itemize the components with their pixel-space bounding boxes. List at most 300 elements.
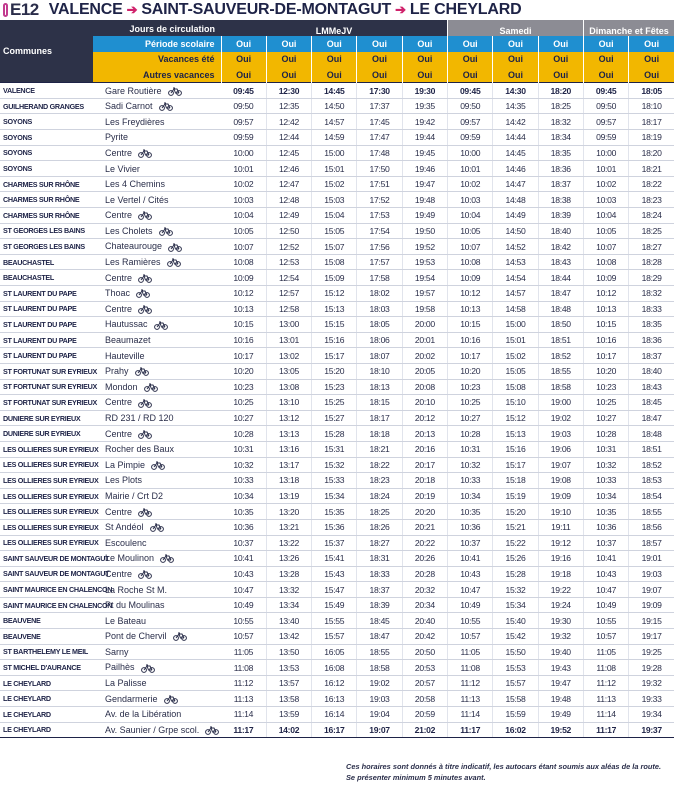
table-row bbox=[0, 722, 674, 738]
departure-time: 19:16 bbox=[538, 551, 583, 567]
stop-cell bbox=[93, 239, 221, 255]
stop-cell bbox=[93, 613, 221, 629]
departure-time: 16:13 bbox=[312, 691, 357, 707]
departure-time: 20:34 bbox=[402, 597, 447, 613]
departure-time: 14:53 bbox=[493, 254, 538, 270]
departure-time: 17:48 bbox=[357, 145, 402, 161]
departure-time: 13:17 bbox=[266, 457, 311, 473]
departure-time: 20:50 bbox=[402, 644, 447, 660]
stop-cell bbox=[93, 379, 221, 395]
stop-cell bbox=[93, 551, 221, 567]
commune-name: SOYONS bbox=[0, 161, 93, 177]
header-row bbox=[0, 20, 674, 36]
departure-time: 14:35 bbox=[493, 98, 538, 114]
departure-time: 19:52 bbox=[538, 722, 583, 738]
departure-time: 12:48 bbox=[266, 192, 311, 208]
departure-time: 20:26 bbox=[402, 551, 447, 567]
departure-time: 14:30 bbox=[493, 83, 538, 99]
commune-name: ST BARTHELEMY LE MEIL bbox=[0, 644, 93, 660]
departure-time: 18:18 bbox=[357, 426, 402, 442]
departure-time: 18:48 bbox=[629, 426, 674, 442]
table-row bbox=[0, 286, 674, 302]
period-value: Oui bbox=[583, 67, 628, 83]
departure-time: 10:15 bbox=[221, 317, 266, 333]
departure-time: 20:58 bbox=[402, 691, 447, 707]
departure-time: 18:05 bbox=[629, 83, 674, 99]
departure-time: 14:57 bbox=[312, 114, 357, 130]
stop-name: Le Moulinon bbox=[105, 553, 155, 564]
departure-time: 15:58 bbox=[493, 691, 538, 707]
period-value: Oui bbox=[402, 52, 447, 68]
departure-time: 15:34 bbox=[493, 597, 538, 613]
departure-time: 13:02 bbox=[266, 348, 311, 364]
departure-time: 13:00 bbox=[266, 317, 311, 333]
commune-name: BEAUVENE bbox=[0, 613, 93, 629]
departure-time: 13:19 bbox=[266, 488, 311, 504]
communes-header: Communes bbox=[0, 20, 93, 83]
departure-time: 14:48 bbox=[493, 192, 538, 208]
departure-time: 18:26 bbox=[357, 519, 402, 535]
departure-time: 10:07 bbox=[221, 239, 266, 255]
departure-time: 16:12 bbox=[312, 675, 357, 691]
stop-name: Centre bbox=[105, 147, 133, 158]
period-value: Oui bbox=[221, 67, 266, 83]
departure-time: 10:12 bbox=[448, 286, 493, 302]
departure-time: 13:40 bbox=[266, 613, 311, 629]
departure-time: 10:28 bbox=[221, 426, 266, 442]
stop-cell bbox=[93, 582, 221, 598]
departure-time: 15:04 bbox=[312, 208, 357, 224]
departure-time: 15:37 bbox=[312, 535, 357, 551]
departure-time: 10:01 bbox=[583, 161, 628, 177]
stop-name: Le Vivier bbox=[105, 163, 140, 174]
departure-time: 11:05 bbox=[221, 644, 266, 660]
departure-time: 09:45 bbox=[448, 83, 493, 99]
table-row bbox=[0, 379, 674, 395]
departure-time: 15:35 bbox=[312, 504, 357, 520]
period-value: Oui bbox=[221, 52, 266, 68]
departure-time: 11:14 bbox=[448, 707, 493, 723]
period-value: Oui bbox=[583, 52, 628, 68]
departure-time: 15:20 bbox=[493, 504, 538, 520]
departure-time: 15:22 bbox=[493, 535, 538, 551]
departure-time: 10:37 bbox=[221, 535, 266, 551]
departure-time: 19:54 bbox=[402, 270, 447, 286]
departure-time: 20:59 bbox=[402, 707, 447, 723]
departure-time: 10:08 bbox=[221, 254, 266, 270]
departure-time: 18:58 bbox=[538, 379, 583, 395]
departure-time: 15:34 bbox=[312, 488, 357, 504]
line-code: E12 bbox=[10, 0, 39, 19]
departure-time: 09:59 bbox=[583, 130, 628, 146]
table-row bbox=[0, 441, 674, 457]
departure-time: 09:50 bbox=[583, 98, 628, 114]
departure-time: 15:08 bbox=[493, 379, 538, 395]
departure-time: 10:00 bbox=[221, 145, 266, 161]
period-value: Oui bbox=[538, 52, 583, 68]
departure-time: 10:57 bbox=[221, 629, 266, 645]
departure-time: 18:07 bbox=[357, 348, 402, 364]
departure-time: 11:12 bbox=[583, 675, 628, 691]
commune-name: GUILHERAND GRANGES bbox=[0, 98, 93, 114]
commune-name: BEAUCHASTEL bbox=[0, 254, 93, 270]
departure-time: 10:47 bbox=[583, 582, 628, 598]
departure-time: 17:47 bbox=[357, 130, 402, 146]
departure-time: 18:05 bbox=[357, 317, 402, 333]
bicycle-icon bbox=[141, 664, 155, 673]
commune-name: ST FORTUNAT SUR EYRIEUX bbox=[0, 395, 93, 411]
line-marker-icon bbox=[3, 3, 8, 17]
departure-time: 18:15 bbox=[357, 395, 402, 411]
departure-time: 14:45 bbox=[312, 83, 357, 99]
departure-time: 18:21 bbox=[629, 161, 674, 177]
stop-cell bbox=[93, 192, 221, 208]
departure-time: 19:57 bbox=[402, 286, 447, 302]
line-badge bbox=[0, 0, 39, 20]
departure-time: 18:28 bbox=[629, 254, 674, 270]
stop-cell bbox=[93, 488, 221, 504]
departure-time: 15:57 bbox=[493, 675, 538, 691]
route-origin: VALENCE bbox=[48, 1, 123, 18]
departure-time: 20:53 bbox=[402, 660, 447, 676]
stop-name: RD 231 / RD 120 bbox=[105, 413, 174, 424]
departure-time: 18:21 bbox=[357, 441, 402, 457]
commune-name: LE CHEYLARD bbox=[0, 691, 93, 707]
departure-time: 10:35 bbox=[583, 504, 628, 520]
departure-time: 15:20 bbox=[312, 363, 357, 379]
departure-time: 17:30 bbox=[357, 83, 402, 99]
departure-time: 20:22 bbox=[402, 535, 447, 551]
stop-cell bbox=[93, 363, 221, 379]
departure-time: 09:57 bbox=[221, 114, 266, 130]
table-row bbox=[0, 239, 674, 255]
bicycle-icon bbox=[159, 102, 173, 111]
period-value: Oui bbox=[312, 67, 357, 83]
commune-name: VALENCE bbox=[0, 83, 93, 99]
departure-time: 15:32 bbox=[493, 582, 538, 598]
commune-name: LES OLLIERES SUR EYRIEUX bbox=[0, 473, 93, 489]
period-value: Oui bbox=[583, 36, 628, 52]
stop-name: Centre bbox=[105, 506, 133, 517]
departure-time: 18:33 bbox=[629, 301, 674, 317]
departure-time: 15:01 bbox=[493, 332, 538, 348]
departure-time: 15:26 bbox=[493, 551, 538, 567]
departure-time: 10:02 bbox=[448, 176, 493, 192]
departure-time: 19:07 bbox=[629, 582, 674, 598]
bicycle-icon bbox=[159, 227, 173, 236]
departure-time: 10:34 bbox=[583, 488, 628, 504]
departure-time: 19:34 bbox=[629, 707, 674, 723]
departure-time: 18:23 bbox=[357, 473, 402, 489]
stop-cell bbox=[93, 644, 221, 660]
departure-time: 20:18 bbox=[402, 473, 447, 489]
bicycle-icon bbox=[168, 243, 182, 252]
departure-time: 13:20 bbox=[266, 504, 311, 520]
stop-name: La Roche St M. bbox=[105, 584, 168, 595]
departure-time: 18:25 bbox=[629, 223, 674, 239]
departure-time: 11:12 bbox=[448, 675, 493, 691]
table-row bbox=[0, 145, 674, 161]
departure-time: 10:03 bbox=[583, 192, 628, 208]
departure-time: 10:13 bbox=[448, 301, 493, 317]
departure-time: 18:48 bbox=[538, 301, 583, 317]
departure-time: 18:25 bbox=[357, 504, 402, 520]
departure-time: 10:32 bbox=[448, 457, 493, 473]
departure-time: 13:08 bbox=[266, 379, 311, 395]
departure-time: 12:52 bbox=[266, 239, 311, 255]
departure-time: 18:47 bbox=[538, 286, 583, 302]
departure-time: 19:42 bbox=[402, 114, 447, 130]
departure-time: 17:50 bbox=[357, 161, 402, 177]
departure-time: 14:42 bbox=[493, 114, 538, 130]
departure-time: 10:28 bbox=[448, 426, 493, 442]
commune-name: LES OLLIERES SUR EYRIEUX bbox=[0, 519, 93, 535]
table-row bbox=[0, 473, 674, 489]
stop-cell bbox=[93, 457, 221, 473]
departure-time: 09:45 bbox=[583, 83, 628, 99]
departure-time: 18:20 bbox=[538, 83, 583, 99]
table-row bbox=[0, 519, 674, 535]
period-value: Oui bbox=[493, 36, 538, 52]
departure-time: 15:43 bbox=[312, 566, 357, 582]
departure-time: 15:40 bbox=[493, 613, 538, 629]
departure-time: 18:22 bbox=[629, 176, 674, 192]
stop-cell bbox=[93, 98, 221, 114]
period-label: Vacances été bbox=[93, 52, 221, 68]
departure-time: 10:07 bbox=[448, 239, 493, 255]
departure-time: 13:12 bbox=[266, 410, 311, 426]
departure-time: 18:10 bbox=[629, 98, 674, 114]
bicycle-icon bbox=[154, 321, 168, 330]
departure-time: 15:47 bbox=[312, 582, 357, 598]
departure-time: 20:42 bbox=[402, 629, 447, 645]
departure-time: 19:02 bbox=[357, 675, 402, 691]
stop-name: Chateaurouge bbox=[105, 241, 163, 252]
period-value: Oui bbox=[538, 36, 583, 52]
commune-name: LE CHEYLARD bbox=[0, 675, 93, 691]
departure-time: 10:43 bbox=[448, 566, 493, 582]
period-label: Période scolaire bbox=[93, 36, 221, 52]
departure-time: 15:13 bbox=[312, 301, 357, 317]
departure-time: 13:10 bbox=[266, 395, 311, 411]
departure-time: 19:09 bbox=[629, 597, 674, 613]
table-row bbox=[0, 488, 674, 504]
departure-time: 13:34 bbox=[266, 597, 311, 613]
period-row-school bbox=[0, 36, 674, 52]
departure-time: 10:35 bbox=[448, 504, 493, 520]
stop-name: Gendarmerie bbox=[105, 693, 158, 704]
departure-time: 10:04 bbox=[448, 208, 493, 224]
departure-time: 18:35 bbox=[629, 317, 674, 333]
departure-time: 14:44 bbox=[493, 130, 538, 146]
departure-time: 10:16 bbox=[583, 332, 628, 348]
commune-name: LES OLLIERES SUR EYRIEUX bbox=[0, 488, 93, 504]
period-value: Oui bbox=[266, 52, 311, 68]
departure-time: 10:47 bbox=[221, 582, 266, 598]
departure-time: 10:13 bbox=[221, 301, 266, 317]
departure-time: 15:13 bbox=[493, 426, 538, 442]
stop-name: La Palisse bbox=[105, 678, 147, 689]
commune-name: ST LAURENT DU PAPE bbox=[0, 301, 93, 317]
stop-name: Pt du Moulinas bbox=[105, 600, 165, 611]
departure-time: 13:13 bbox=[266, 426, 311, 442]
stop-cell bbox=[93, 629, 221, 645]
stop-cell bbox=[93, 270, 221, 286]
departure-time: 20:21 bbox=[402, 519, 447, 535]
departure-time: 18:17 bbox=[357, 410, 402, 426]
departure-time: 15:31 bbox=[312, 441, 357, 457]
departure-time: 10:12 bbox=[583, 286, 628, 302]
departure-time: 18:45 bbox=[629, 395, 674, 411]
departure-time: 15:07 bbox=[312, 239, 357, 255]
departure-time: 19:02 bbox=[538, 410, 583, 426]
departure-time: 20:13 bbox=[402, 426, 447, 442]
departure-time: 13:01 bbox=[266, 332, 311, 348]
departure-time: 15:27 bbox=[312, 410, 357, 426]
departure-time: 10:35 bbox=[221, 504, 266, 520]
departure-time: 10:17 bbox=[221, 348, 266, 364]
departure-time: 18:27 bbox=[629, 239, 674, 255]
commune-name: BEAUCHASTEL bbox=[0, 270, 93, 286]
table-row bbox=[0, 597, 674, 613]
departure-time: 12:54 bbox=[266, 270, 311, 286]
departure-time: 10:04 bbox=[221, 208, 266, 224]
departure-time: 18:39 bbox=[538, 208, 583, 224]
departure-time: 18:29 bbox=[629, 270, 674, 286]
departure-time: 19:43 bbox=[538, 660, 583, 676]
departure-time: 10:31 bbox=[448, 441, 493, 457]
bicycle-icon bbox=[136, 289, 150, 298]
departure-time: 18:37 bbox=[357, 582, 402, 598]
departure-time: 19:44 bbox=[402, 130, 447, 146]
departure-time: 19:24 bbox=[538, 597, 583, 613]
departure-time: 09:59 bbox=[448, 130, 493, 146]
departure-time: 15:18 bbox=[493, 473, 538, 489]
commune-name: SOYONS bbox=[0, 130, 93, 146]
departure-time: 15:57 bbox=[312, 629, 357, 645]
departure-time: 18:58 bbox=[357, 660, 402, 676]
bicycle-icon bbox=[135, 367, 149, 376]
table-row bbox=[0, 629, 674, 645]
departure-time: 12:49 bbox=[266, 208, 311, 224]
route-destination: LE CHEYLARD bbox=[409, 1, 522, 18]
stop-name: Centre bbox=[105, 397, 133, 408]
table-row bbox=[0, 613, 674, 629]
commune-name: ST FORTUNAT SUR EYRIEUX bbox=[0, 363, 93, 379]
departure-time: 10:55 bbox=[583, 613, 628, 629]
table-row bbox=[0, 98, 674, 114]
table-row bbox=[0, 161, 674, 177]
commune-name: ST LAURENT DU PAPE bbox=[0, 332, 93, 348]
stop-cell bbox=[93, 176, 221, 192]
departure-time: 20:16 bbox=[402, 441, 447, 457]
departure-time: 19:03 bbox=[357, 691, 402, 707]
departure-time: 12:30 bbox=[266, 83, 311, 99]
departure-time: 19:58 bbox=[402, 301, 447, 317]
departure-time: 10:02 bbox=[221, 176, 266, 192]
departure-time: 10:43 bbox=[221, 566, 266, 582]
stop-name: Les Freydières bbox=[105, 116, 165, 127]
departure-time: 15:01 bbox=[312, 161, 357, 177]
stop-name: Av. de la Libération bbox=[105, 709, 182, 720]
departure-time: 14:02 bbox=[266, 722, 311, 738]
departure-time: 10:17 bbox=[448, 348, 493, 364]
departure-time: 12:42 bbox=[266, 114, 311, 130]
departure-time: 18:54 bbox=[629, 488, 674, 504]
departure-time: 10:41 bbox=[583, 551, 628, 567]
stop-name: Prahy bbox=[105, 366, 129, 377]
departure-time: 15:16 bbox=[493, 441, 538, 457]
commune-name: SAINT MAURICE EN CHALENCON bbox=[0, 582, 93, 598]
departure-time: 19:50 bbox=[402, 223, 447, 239]
stop-cell bbox=[93, 441, 221, 457]
arrow-right-icon: ➔ bbox=[395, 2, 406, 17]
departure-time: 20:57 bbox=[402, 675, 447, 691]
departure-time: 11:08 bbox=[583, 660, 628, 676]
departure-time: 19:00 bbox=[538, 395, 583, 411]
period-value: Oui bbox=[266, 36, 311, 52]
table-row bbox=[0, 317, 674, 333]
departure-time: 20:12 bbox=[402, 410, 447, 426]
stop-name: Centre bbox=[105, 428, 133, 439]
departure-time: 11:13 bbox=[583, 691, 628, 707]
bicycle-icon bbox=[173, 632, 187, 641]
stop-cell bbox=[93, 722, 221, 738]
departure-time: 16:05 bbox=[312, 644, 357, 660]
departure-time: 15:28 bbox=[493, 566, 538, 582]
commune-name: SAINT MAURICE EN CHALENCON bbox=[0, 597, 93, 613]
departure-time: 12:44 bbox=[266, 130, 311, 146]
departure-time: 18:38 bbox=[538, 192, 583, 208]
departure-time: 17:56 bbox=[357, 239, 402, 255]
departure-time: 10:34 bbox=[448, 488, 493, 504]
departure-time: 19:30 bbox=[402, 83, 447, 99]
departure-time: 15:00 bbox=[493, 317, 538, 333]
departure-time: 16:17 bbox=[312, 722, 357, 738]
day-group-sunday: Dimanche et Fêtes bbox=[583, 20, 674, 36]
departure-time: 14:45 bbox=[493, 145, 538, 161]
bicycle-icon bbox=[138, 508, 152, 517]
departure-time: 15:02 bbox=[493, 348, 538, 364]
departure-time: 15:32 bbox=[312, 457, 357, 473]
stop-name: Thoac bbox=[105, 288, 131, 299]
departure-time: 09:45 bbox=[221, 83, 266, 99]
departure-time: 12:47 bbox=[266, 176, 311, 192]
departure-time: 19:12 bbox=[538, 535, 583, 551]
commune-name: ST MICHEL D'AURANCE bbox=[0, 660, 93, 676]
bicycle-icon bbox=[151, 461, 165, 470]
departure-time: 10:31 bbox=[583, 441, 628, 457]
departure-time: 15:19 bbox=[493, 488, 538, 504]
departure-time: 14:47 bbox=[493, 176, 538, 192]
departure-time: 09:50 bbox=[221, 98, 266, 114]
departure-time: 10:08 bbox=[583, 254, 628, 270]
stop-cell bbox=[93, 566, 221, 582]
stop-name: Sadi Carnot bbox=[105, 101, 153, 112]
commune-name: LES OLLIERES SUR EYRIEUX bbox=[0, 457, 93, 473]
stop-name: Centre bbox=[105, 210, 133, 221]
stop-name: Mondon bbox=[105, 381, 138, 392]
departure-time: 14:50 bbox=[312, 98, 357, 114]
departure-time: 10:05 bbox=[448, 223, 493, 239]
footer-line-1: Ces horaires sont donnés à titre indicatif, les autocars étant soumis aux aléas de la route. bbox=[346, 762, 662, 771]
table-row bbox=[0, 395, 674, 411]
departure-time: 17:45 bbox=[357, 114, 402, 130]
stop-name: Les Ramières bbox=[105, 257, 161, 268]
departure-time: 16:14 bbox=[312, 707, 357, 723]
stop-name: Gare Routière bbox=[105, 85, 162, 96]
departure-time: 10:15 bbox=[583, 317, 628, 333]
